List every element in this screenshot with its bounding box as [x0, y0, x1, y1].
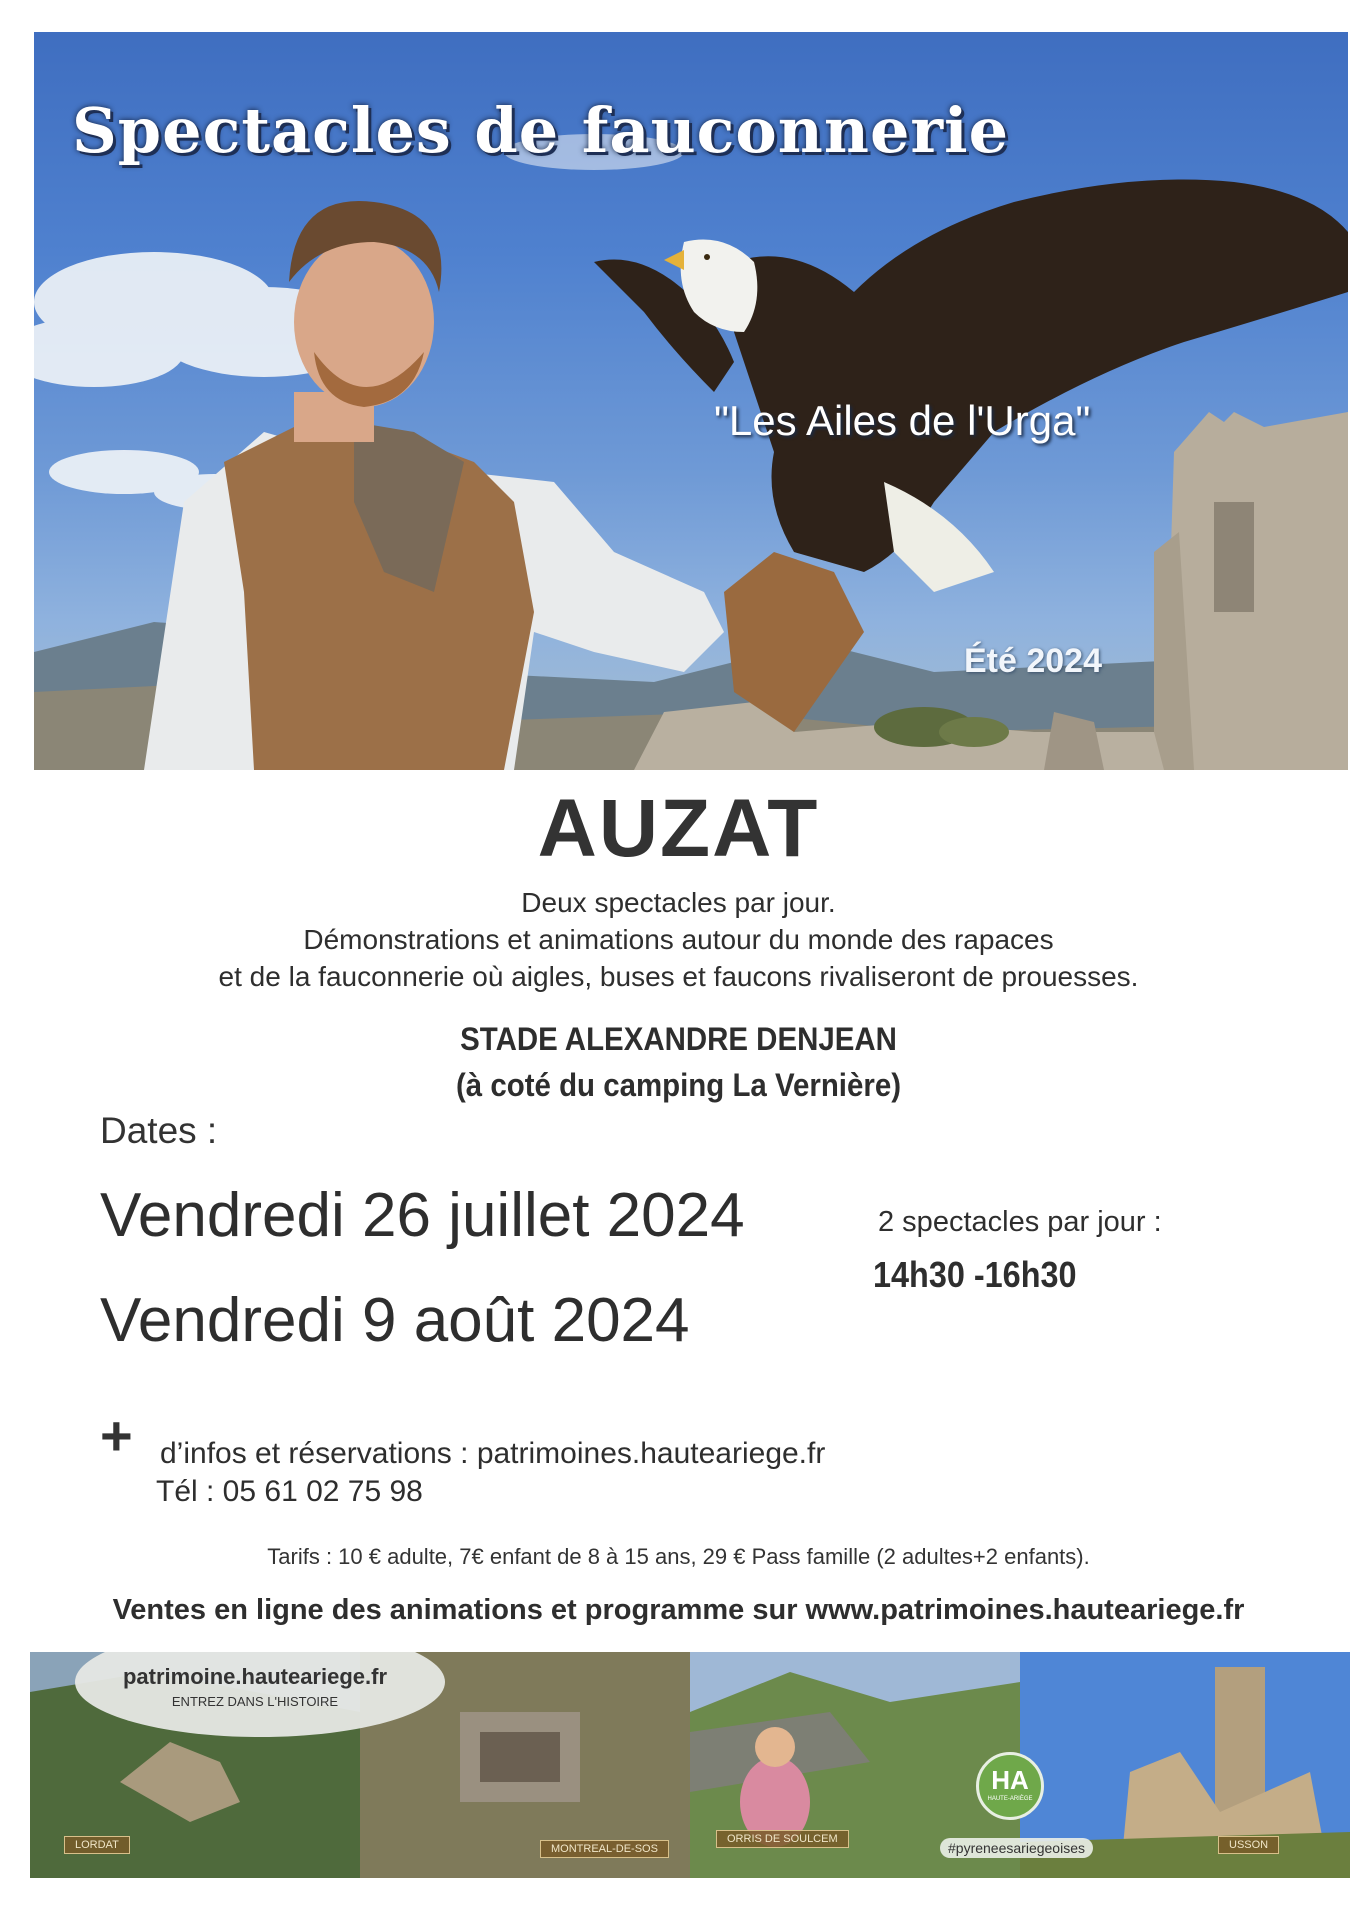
town-title: AUZAT: [537, 783, 820, 874]
venue-name: STADE ALEXANDRE DENJEAN: [460, 1021, 897, 1057]
place-label-montreal: MONTREAL-DE-SOS: [540, 1840, 669, 1858]
dates-label: Dates :: [100, 1110, 218, 1151]
banner-tagline: ENTREZ DANS L'HISTOIRE: [171, 1694, 339, 1709]
hero-title: Spectacles de fauconnerie: [72, 94, 1010, 167]
tarifs: Tarifs : 10 € adulte, 7€ enfant de 8 à 15 ans, 29 € Pass famille (2 adultes+2 enfants).: [267, 1544, 1090, 1569]
place-label-lordat: LORDAT: [64, 1836, 130, 1854]
telephone: Tél : 05 61 02 75 98: [156, 1475, 423, 1508]
online-sales: Ventes en ligne des animations et programme sur www.patrimoines.hauteariege.fr: [112, 1594, 1245, 1626]
date-item: Vendredi 9 août 2024: [100, 1286, 690, 1355]
haute-ariege-logo: [976, 1752, 1044, 1820]
hashtag: #pyreneesariegeoises: [940, 1838, 1093, 1858]
banner-site-label: [105, 1664, 405, 1709]
logo-text: HA: [991, 1765, 1029, 1795]
schedule-times: 14h30 -16h30: [873, 1254, 1077, 1295]
hero-photo: [34, 32, 1348, 770]
banner-site: patrimoine.hauteariege.fr: [122, 1664, 388, 1689]
description-line: Démonstrations et animations autour du monde des rapaces: [303, 924, 1054, 955]
venue: [54, 1016, 1302, 1108]
info-text: d’infos et réservations : patrimoines.hauteariege.fr: [160, 1437, 826, 1470]
logo-caption: HAUTE-ARIÈGE: [987, 1796, 1033, 1802]
date-item: Vendredi 26 juillet 2024: [100, 1181, 745, 1250]
place-label-usson: USSON: [1218, 1836, 1279, 1854]
description-line: et de la fauconnerie où aigles, buses et faucons rivaliseront de prouesses.: [218, 961, 1139, 992]
hero-subtitle: "Les Ailes de l'Urga": [714, 397, 1091, 444]
description-line: Deux spectacles par jour.: [521, 887, 836, 918]
place-label-orris: ORRIS DE SOULCEM: [716, 1830, 849, 1848]
hero-season: Été 2024: [964, 642, 1102, 680]
schedule-label: 2 spectacles par jour :: [878, 1206, 1162, 1238]
venue-note: (à coté du camping La Vernière): [456, 1067, 901, 1103]
description: [0, 884, 1357, 995]
plus-sign: +: [100, 1404, 133, 1467]
